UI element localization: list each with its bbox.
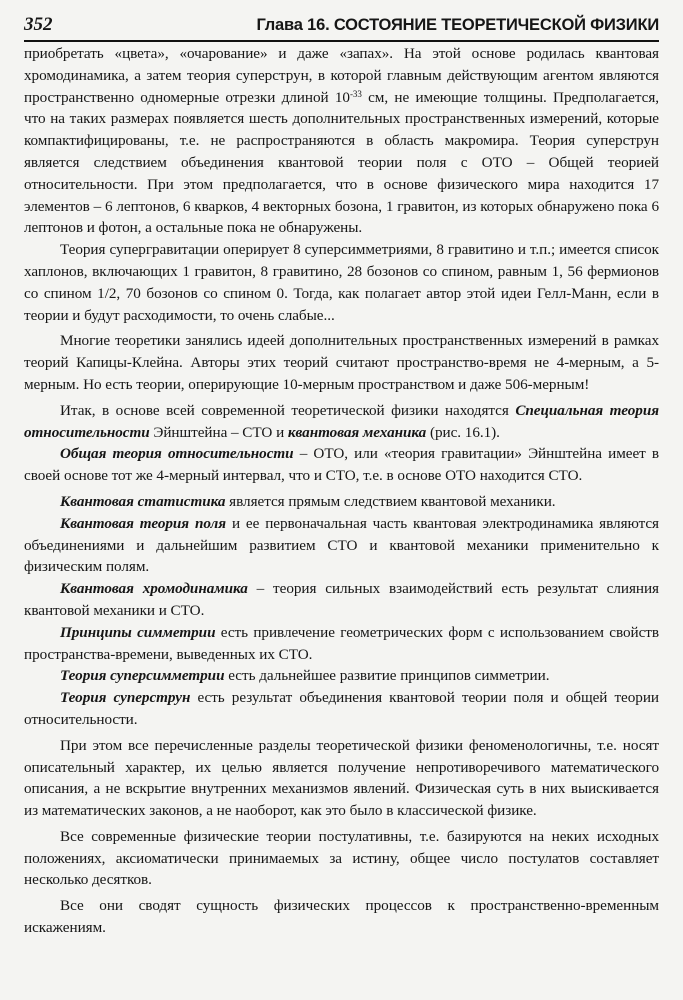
chapter-title: Глава 16. СОСТОЯНИЕ ТЕОРЕТИЧЕСКОЙ ФИЗИКИ [256,16,659,34]
term-general-relativity: Общая теория относительности [60,445,294,463]
term-superstring-theory: Теория суперструн [60,689,191,707]
page-body [24,43,659,939]
paragraph-7: Квантовая теория поля и ее первоначальная часть квантовая электродинамика являются объединениями и дальнейшим развитием СТО и квантовой механики применительно к физическим полям. [24,514,659,576]
paragraph-1: приобретать «цвета», «очарование» и даже «запах». На этой основе родилась квантовая хромодинамика, а затем теория суперструн, в которой главным действующим агентом являются пространственно одномерные отрезки длиной $10^{-33}$ см, не имеющие толщины. Предполагается, что на таких размерах появляется шесть дополнительных пространственных измерений, которые компактифицированы, т.е. не распространяются в область макромира. Теория суперструн является следствием объединения квантовой теории поля с ОТО – Общей теорией относительности. При этом предполагается, что в основе физического мира находится 17 элементов – 6 лептонов, 6 кварков, 4 векторных бозона, 1 гравитон, из которых обнаружено пока 6 лептонов и фотон, а остальные пока не обнаружены. [24,45,659,237]
paragraph-4: Итак, в основе всей современной теоретической физики находятся Специальная теория относительности Эйнштейна – СТО и квантовая механика (рис. 16.1). [24,401,659,441]
paragraph-8: Квантовая хромодинамика – теория сильных взаимодействий есть результат слияния квантовой механики и СТО. [24,580,659,619]
paragraph-14: Все они сводят сущность физических процессов к пространственно-временным искажениям. [24,897,659,937]
running-header [24,14,659,42]
page-number: 352 [24,14,53,35]
paragraph-11: Теория суперструн есть результат объединения квантовой теории поля и общей теории относительности. [24,689,659,728]
paragraph-6: Квантовая статистика является прямым следствием квантовой механики. [60,492,556,510]
exponent: -33 [349,88,362,99]
term-special-relativity: Специальная теория относительности [24,401,659,441]
term-quantum-chromodynamics: Квантовая хромодинамика [60,580,248,598]
term-quantum-mechanics: квантовая механика [287,423,427,441]
term-symmetry-principles: Принципы симметрии [60,623,216,641]
paragraph-12: При этом все перечисленные разделы теоретической физики феноменологичны, т.е. носят описательный характер, их целью является получение непротиворечивого математического описания, а не вскрытие внутренних механизмов явлений. Физическая суть в них выискивается из математических законов, а не наоборот, как это было в классической физике. [24,736,659,820]
paragraph-10: Теория суперсимметрии есть дальнейшее развитие принципов симметрии. [60,667,550,685]
term-quantum-statistics: Квантовая статистика [60,492,226,510]
paragraph-13: Все современные физические теории постулативны, т.е. базируются на неких исходных положениях, аксиоматически принимаемых за истину, общее число постулатов составляет несколько десятков. [24,827,659,889]
paragraph-5: Общая теория относительности – ОТО, или «теория гравитации» Эйнштейна имеет в своей основе тот же 4-мерный интервал, что и СТО, т.е. в основе ОТО находится СТО. [24,445,659,485]
paragraph-3: Многие теоретики занялись идеей дополнительных пространственных измерений в рамках теорий Капицы-Клейна. Авторы этих теорий считают пространство-время не 4-мерным, а 5-мерным. Но есть теории, оперирующие 10-мерным пространством и даже 506-мерным! [24,332,659,393]
paragraph-9: Принципы симметрии есть привлечение геометрических форм с использованием свойств пространства-времени, выведенных их СТО. [24,623,659,663]
paragraph-2: Теория супергравитации оперирует 8 суперсимметриями, 8 гравитино и т.п.; имеется список хаплонов, включающих 1 гравитон, 8 гравитино, 28 бозонов со спином, равным 1, 56 фермионов со спином 1/2, 70 бозонов со спином 0. Тогда, как полагает автор этой идеи Гелл-Манн, если в теории и будут расходимости, то очень слабые... [24,241,659,324]
term-supersymmetry: Теория суперсимметрии [60,667,225,685]
term-quantum-field-theory: Квантовая теория поля [60,514,227,532]
